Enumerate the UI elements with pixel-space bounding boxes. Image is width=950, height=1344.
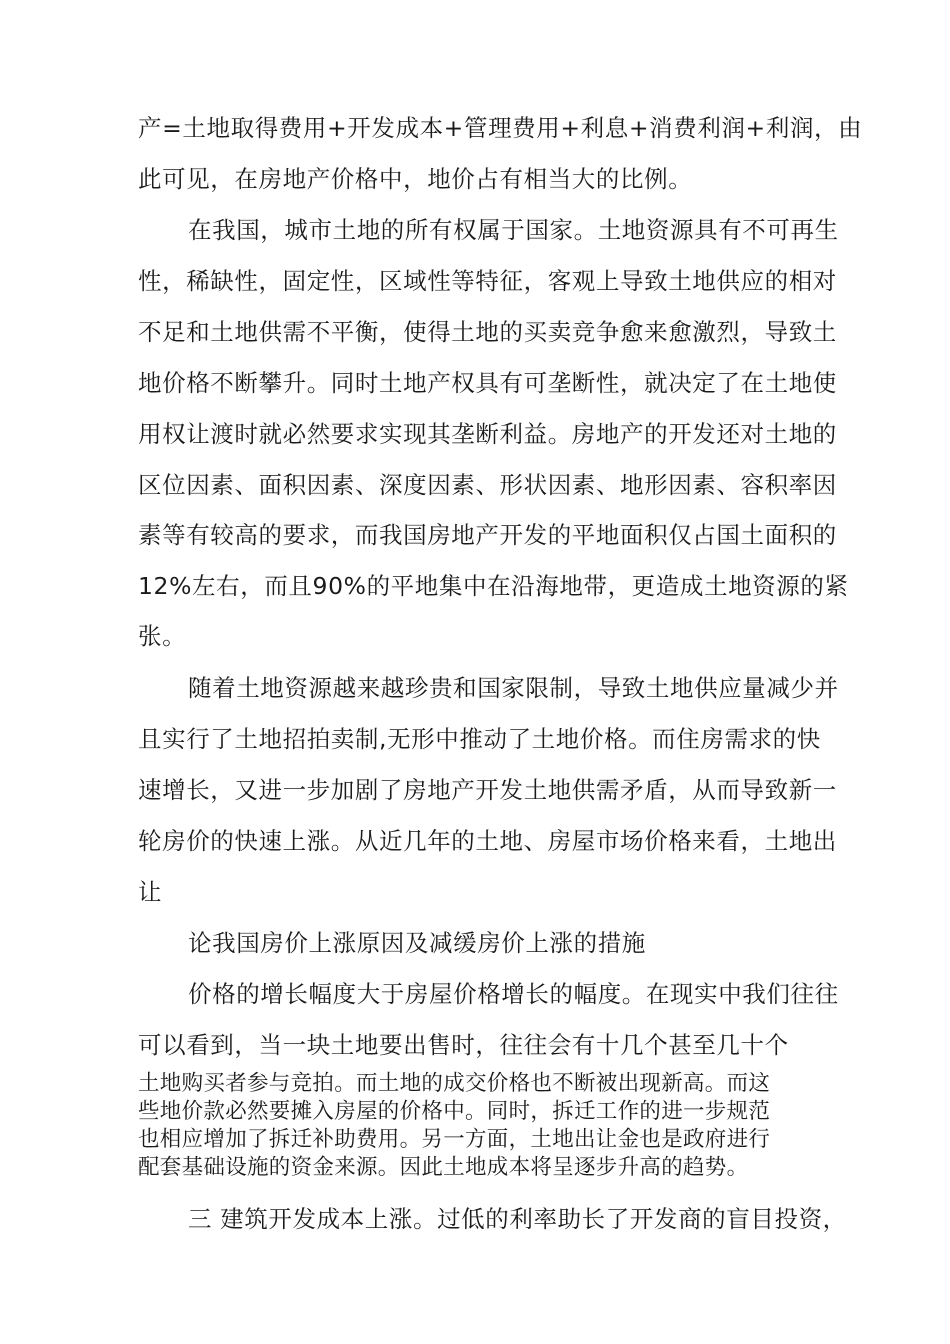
text-line: 配套基础设施的资金来源。因此土地成本将呈逐步升高的趋势。 <box>138 1155 749 1180</box>
paragraph-start-line: 在我国，城市土地的所有权属于国家。土地资源具有不可再生 <box>188 216 839 244</box>
text-line: 此可见，在房地产价格中，地价占有相当大的比例。 <box>138 165 693 193</box>
text-line: 速增长，又进一步加剧了房地产开发土地供需矛盾，从而导致新一 <box>138 776 837 804</box>
text-line: 素等有较高的要求，而我国房地产开发的平地面积仅占国土面积的 <box>138 521 837 549</box>
section-heading-line: 三 建筑开发成本上涨。过低的利率助长了开发商的盲目投资， <box>188 1205 847 1233</box>
text-line: 不足和土地供需不平衡，使得土地的买卖竞争愈来愈激烈，导致土 <box>138 318 837 346</box>
running-title: 论我国房价上涨原因及减缓房价上涨的措施 <box>188 929 646 957</box>
paragraph-start-line: 价格的增长幅度大于房屋价格增长的幅度。在现实中我们往往 <box>188 980 839 1008</box>
text-line: 可以看到，当一块土地要出售时，往往会有十几个甚至几十个 <box>138 1031 789 1059</box>
text-line: 性，稀缺性，固定性，区域性等特征，客观上导致土地供应的相对 <box>138 267 837 295</box>
paragraph-start-line: 随着土地资源越来越珍贵和国家限制，导致土地供应量减少并 <box>188 674 839 702</box>
text-line: 让 <box>138 878 163 906</box>
text-line: 用权让渡时就必然要求实现其垄断利益。房地产的开发还对土地的 <box>138 420 837 448</box>
text-line: 轮房价的快速上涨。从近几年的土地、房屋市场价格来看，土地出 <box>138 827 837 855</box>
text-line: 产=土地取得费用+开发成本+管理费用+利息+消费利润+利润，由 <box>138 114 863 142</box>
text-line: 且实行了土地招拍卖制,无形中推动了土地价格。而住房需求的快 <box>138 725 821 753</box>
text-line: 也相应增加了拆迁补助费用。另一方面，土地出让金也是政府进行 <box>138 1127 771 1152</box>
text-line: 张。 <box>138 622 187 650</box>
text-line: 12%左右，而且90%的平地集中在沿海地带，更造成土地资源的紧 <box>138 572 849 600</box>
text-line: 区位因素、面积因素、深度因素、形状因素、地形因素、容积率因 <box>138 471 837 499</box>
text-line: 些地价款必然要摊入房屋的价格中。同时，拆迁工作的进一步规范 <box>138 1099 771 1124</box>
text-line: 地价格不断攀升。同时土地产权具有可垄断性，就决定了在土地使 <box>138 369 837 397</box>
text-line: 土地购买者参与竞拍。而土地的成交价格也不断被出现新高。而这 <box>138 1071 771 1096</box>
